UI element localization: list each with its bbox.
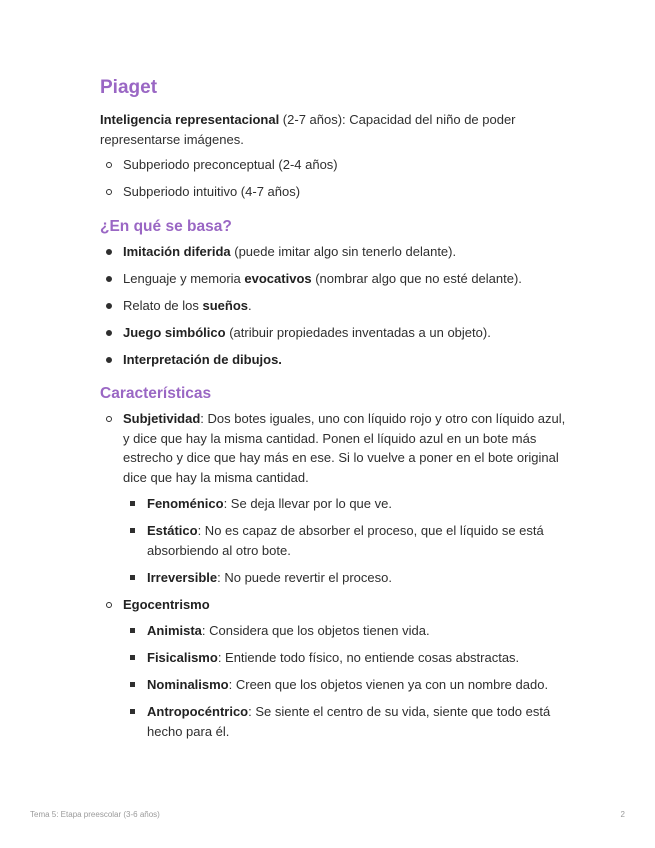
item-term: Irreversible xyxy=(147,569,218,585)
list-item xyxy=(123,648,570,668)
page-title: Piaget xyxy=(100,77,158,98)
footer-chapter-title: Tema 5: Etapa preescolar (3-6 años) xyxy=(30,810,160,819)
section-heading-caracteristicas: Características xyxy=(100,385,212,402)
item-term: Interpretación de dibujos. xyxy=(123,351,282,367)
list-item xyxy=(100,269,570,289)
list-item xyxy=(123,702,570,741)
item-term: Imitación diferida xyxy=(123,243,231,259)
caracteristicas-list xyxy=(100,409,570,741)
item-text: : No puede revertir el proceso. xyxy=(217,569,392,585)
item-term: Juego simbólico xyxy=(123,324,226,340)
list-item xyxy=(123,521,570,560)
list-item-egocentrismo xyxy=(100,595,570,742)
list-item xyxy=(100,296,570,316)
item-term: Estático xyxy=(147,523,198,538)
basa-list xyxy=(100,242,570,370)
item-text: Relato de los xyxy=(123,297,203,313)
subjetividad-sublist xyxy=(123,494,570,587)
intro-text: (2-7 años): Capacidad del niño de poder representarse imágenes. xyxy=(100,112,516,147)
intro-paragraph xyxy=(100,110,570,149)
item-text: : Creen que los objetos vienen ya con un nombre dado. xyxy=(228,677,549,692)
list-item xyxy=(100,323,570,343)
list-item xyxy=(123,675,570,695)
item-term: sueños xyxy=(202,297,249,313)
list-item xyxy=(123,568,570,588)
list-item xyxy=(123,494,570,514)
section-heading-basa: ¿En qué se basa? xyxy=(100,217,232,235)
item-text: Lenguaje y memoria xyxy=(123,270,245,286)
item-term: evocativos xyxy=(244,270,312,286)
item-text: . xyxy=(248,297,252,313)
item-term: Egocentrismo xyxy=(123,596,210,612)
item-term: Fenoménico xyxy=(147,496,224,511)
item-text: : Se deja llevar por lo que ve. xyxy=(223,496,392,511)
item-term: Subjetividad xyxy=(123,411,201,426)
item-term: Fisicalismo xyxy=(147,650,218,665)
item-text: : Dos botes iguales, uno con líquido rojo y otro con líquido azul, y dice que hay la misma cantidad. Ponen el líquido azul en un bote más estrecho y dice que hay más en ese. Si lo vuelve a poner en el bote original dice que hay la misma cantidad. xyxy=(123,411,566,485)
item-text: (puede imitar algo sin tenerlo delante). xyxy=(230,243,457,259)
list-item xyxy=(100,242,570,262)
list-item: Subperiodo preconceptual (2-4 años) xyxy=(100,155,570,175)
item-text: : Considera que los objetos tienen vida. xyxy=(201,623,430,638)
item-text: (nombrar algo que no esté delante). xyxy=(311,270,522,286)
footer-page-number: 2 xyxy=(620,810,625,819)
item-text: : Entiende todo físico, no entiende cosas abstractas. xyxy=(217,650,520,665)
item-term: Nominalismo xyxy=(147,677,229,692)
item-term: Animista xyxy=(147,623,202,638)
subperiod-list xyxy=(100,155,570,202)
list-item xyxy=(100,350,570,370)
item-text: (atribuir propiedades inventadas a un objeto). xyxy=(225,324,491,340)
intro-term: Inteligencia representacional xyxy=(100,112,280,127)
item-text: : Se siente el centro de su vida, siente que todo está hecho para él. xyxy=(147,704,551,739)
egocentrismo-sublist xyxy=(123,621,570,741)
list-item-subjetividad xyxy=(100,409,570,587)
list-item xyxy=(123,621,570,641)
item-term: Antropocéntrico xyxy=(147,704,249,719)
document-page xyxy=(100,74,570,749)
list-item: Subperiodo intuitivo (4-7 años) xyxy=(100,182,570,202)
item-text: : No es capaz de absorber el proceso, que el líquido se está absorbiendo al otro bote. xyxy=(147,523,544,558)
